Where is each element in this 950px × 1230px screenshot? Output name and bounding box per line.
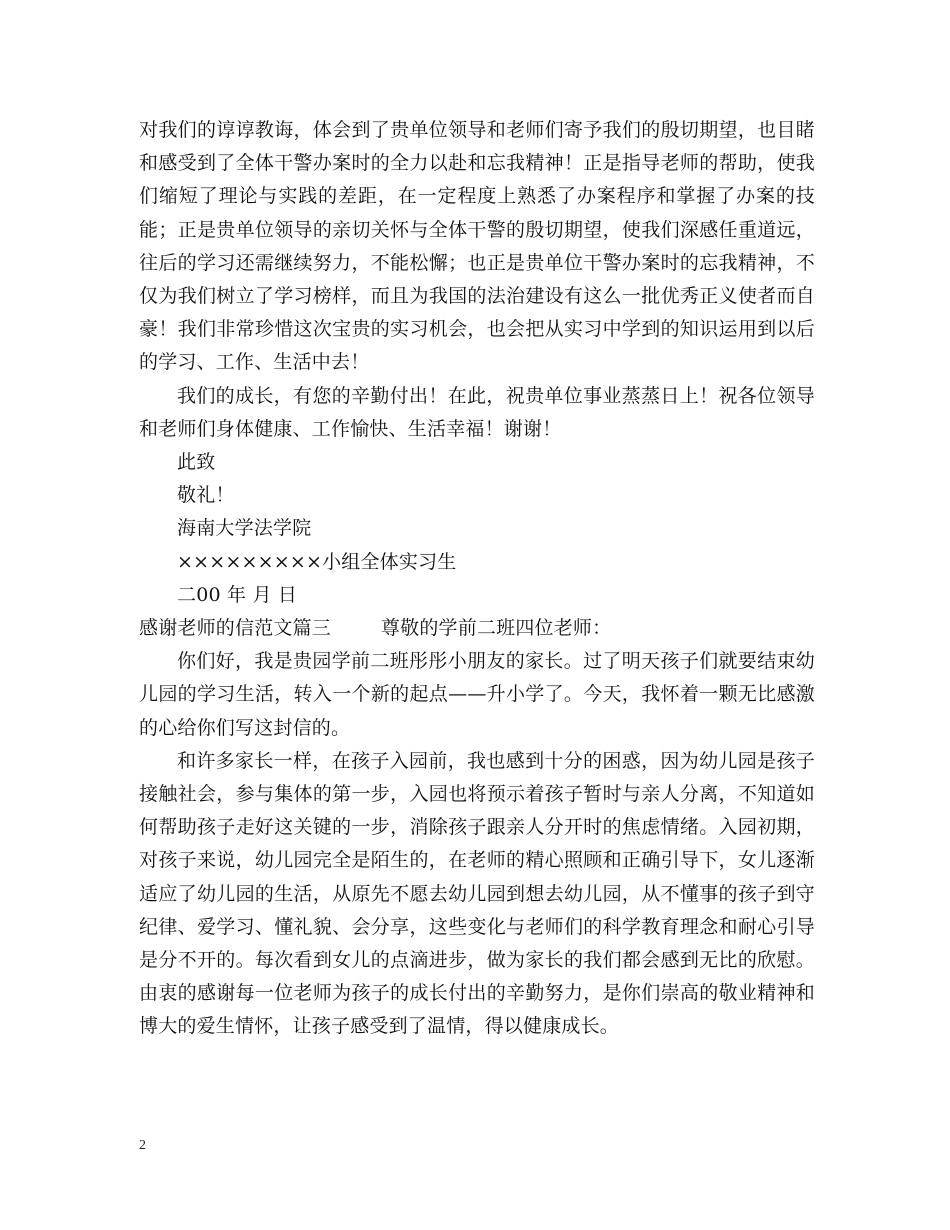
section-heading: 感谢老师的信范文篇三 尊敬的学前二班四位老师：: [139, 617, 612, 640]
signature-group: ×××××××××小组全体实习生: [177, 550, 457, 573]
closing-regards: 敬礼！: [177, 484, 235, 507]
closing-salutation: 此致: [177, 451, 216, 474]
paragraph-greeting: 你们好，我是贵园学前二班彤彤小朋友的家长。过了明天孩子们就要结束幼儿园的学习生活，转入一个新的起点——升小学了。今天，我怀着一颗无比感激的心给你们写这封信的。: [139, 650, 815, 739]
document-body: [139, 114, 815, 1044]
page-number: 2: [139, 1138, 146, 1153]
paragraph-gratitude: 和许多家长一样，在孩子入园前，我也感到十分的困惑，因为幼儿园是孩子接触社会，参与集体的第一步，入园也将预示着孩子暂时与亲人分离，不知道如何帮助孩子走好这关键的一步，消除孩子跟亲人分开时的焦虑情绪。入园初期，对孩子来说，幼儿园完全是陌生的，在老师的精心照顾和正确引导下，女儿逐渐适应了幼儿园的生活，从原先不愿去幼儿园到想去幼儿园，从不懂事的孩子到守纪律、爱学习、懂礼貌、会分享，这些变化与老师们的科学教育理念和耐心引导是分不开的。每次看到女儿的点滴进步，做为家长的我们都会感到无比的欣慰。由衷的感谢每一位老师为孩子的成长付出的辛勤努力，是你们崇高的敬业精神和博大的爱生情怀，让孩子感受到了温情，得以健康成长。: [139, 749, 815, 1038]
signature-date: 二00 年 月 日: [177, 583, 298, 606]
signature-school: 海南大学法学院: [177, 517, 312, 540]
paragraph-continuation: 对我们的谆谆教诲，体会到了贵单位领导和老师们寄予我们的殷切期望，也目睹和感受到了全体干警办案时的全力以赴和忘我精神！正是指导老师的帮助，使我们缩短了理论与实践的差距，在一定程度上熟悉了办案程序和掌握了办案的技能；正是贵单位领导的亲切关怀与全体干警的殷切期望，使我们深感任重道远，往后的学习还需继续努力，不能松懈；也正是贵单位干警办案时的忘我精神，不仅为我们树立了学习榜样，而且为我国的法治建设有这么一批优秀正义使者而自豪！我们非常珍惜这次宝贵的实习机会，也会把从实习中学到的知识运用到以后的学习、工作、生活中去！: [139, 119, 815, 374]
paragraph-wishes: 我们的成长，有您的辛勤付出！在此，祝贵单位事业蒸蒸日上！祝各位领导和老师们身体健康、工作愉快、生活幸福！谢谢！: [139, 384, 815, 440]
